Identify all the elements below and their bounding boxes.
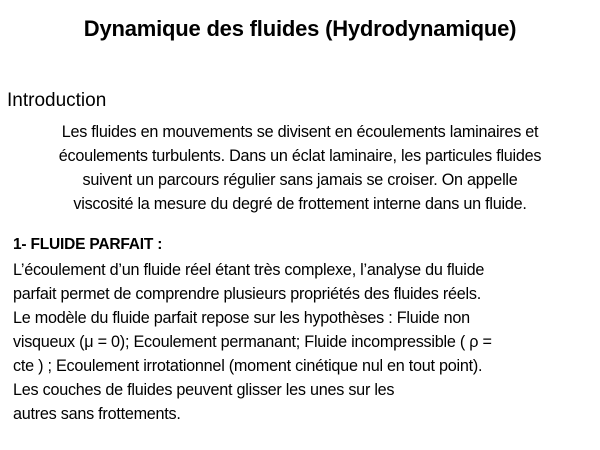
- introduction-paragraph: [4, 120, 596, 216]
- section1-line: parfait permet de comprendre plusieurs propriétés des fluides réels.: [13, 285, 481, 303]
- section1-line: Le modèle du fluide parfait repose sur les hypothèses : Fluide non: [13, 309, 470, 327]
- slide-title: Dynamique des fluides (Hydrodynamique): [83, 16, 517, 41]
- section1-paragraph: [13, 258, 593, 426]
- section1-line: autres sans frottements.: [13, 405, 181, 423]
- section1-heading: 1- FLUIDE PARFAIT :: [13, 236, 163, 253]
- section1-line: visqueux (μ = 0); Ecoulement permanant; Fluide incompressible ( ρ =: [13, 333, 492, 351]
- section1-line: cte ) ; Ecoulement irrotationnel (moment cinétique nul en tout point).: [13, 357, 483, 375]
- introduction-line: Les fluides en mouvements se divisent en écoulements laminaires et: [61, 123, 539, 141]
- introduction-heading: Introduction: [7, 90, 107, 111]
- introduction-line: suivent un parcours régulier sans jamais se croiser. On appelle: [82, 171, 518, 189]
- section1-line: L’écoulement d’un fluide réel étant très complexe, l’analyse du fluide: [13, 261, 485, 279]
- section1-line: Les couches de fluides peuvent glisser les unes sur les: [13, 381, 395, 399]
- introduction-line: écoulements turbulents. Dans un éclat laminaire, les particules fluides: [58, 147, 542, 165]
- introduction-line: viscosité la mesure du degré de frottement interne dans un fluide.: [73, 195, 527, 213]
